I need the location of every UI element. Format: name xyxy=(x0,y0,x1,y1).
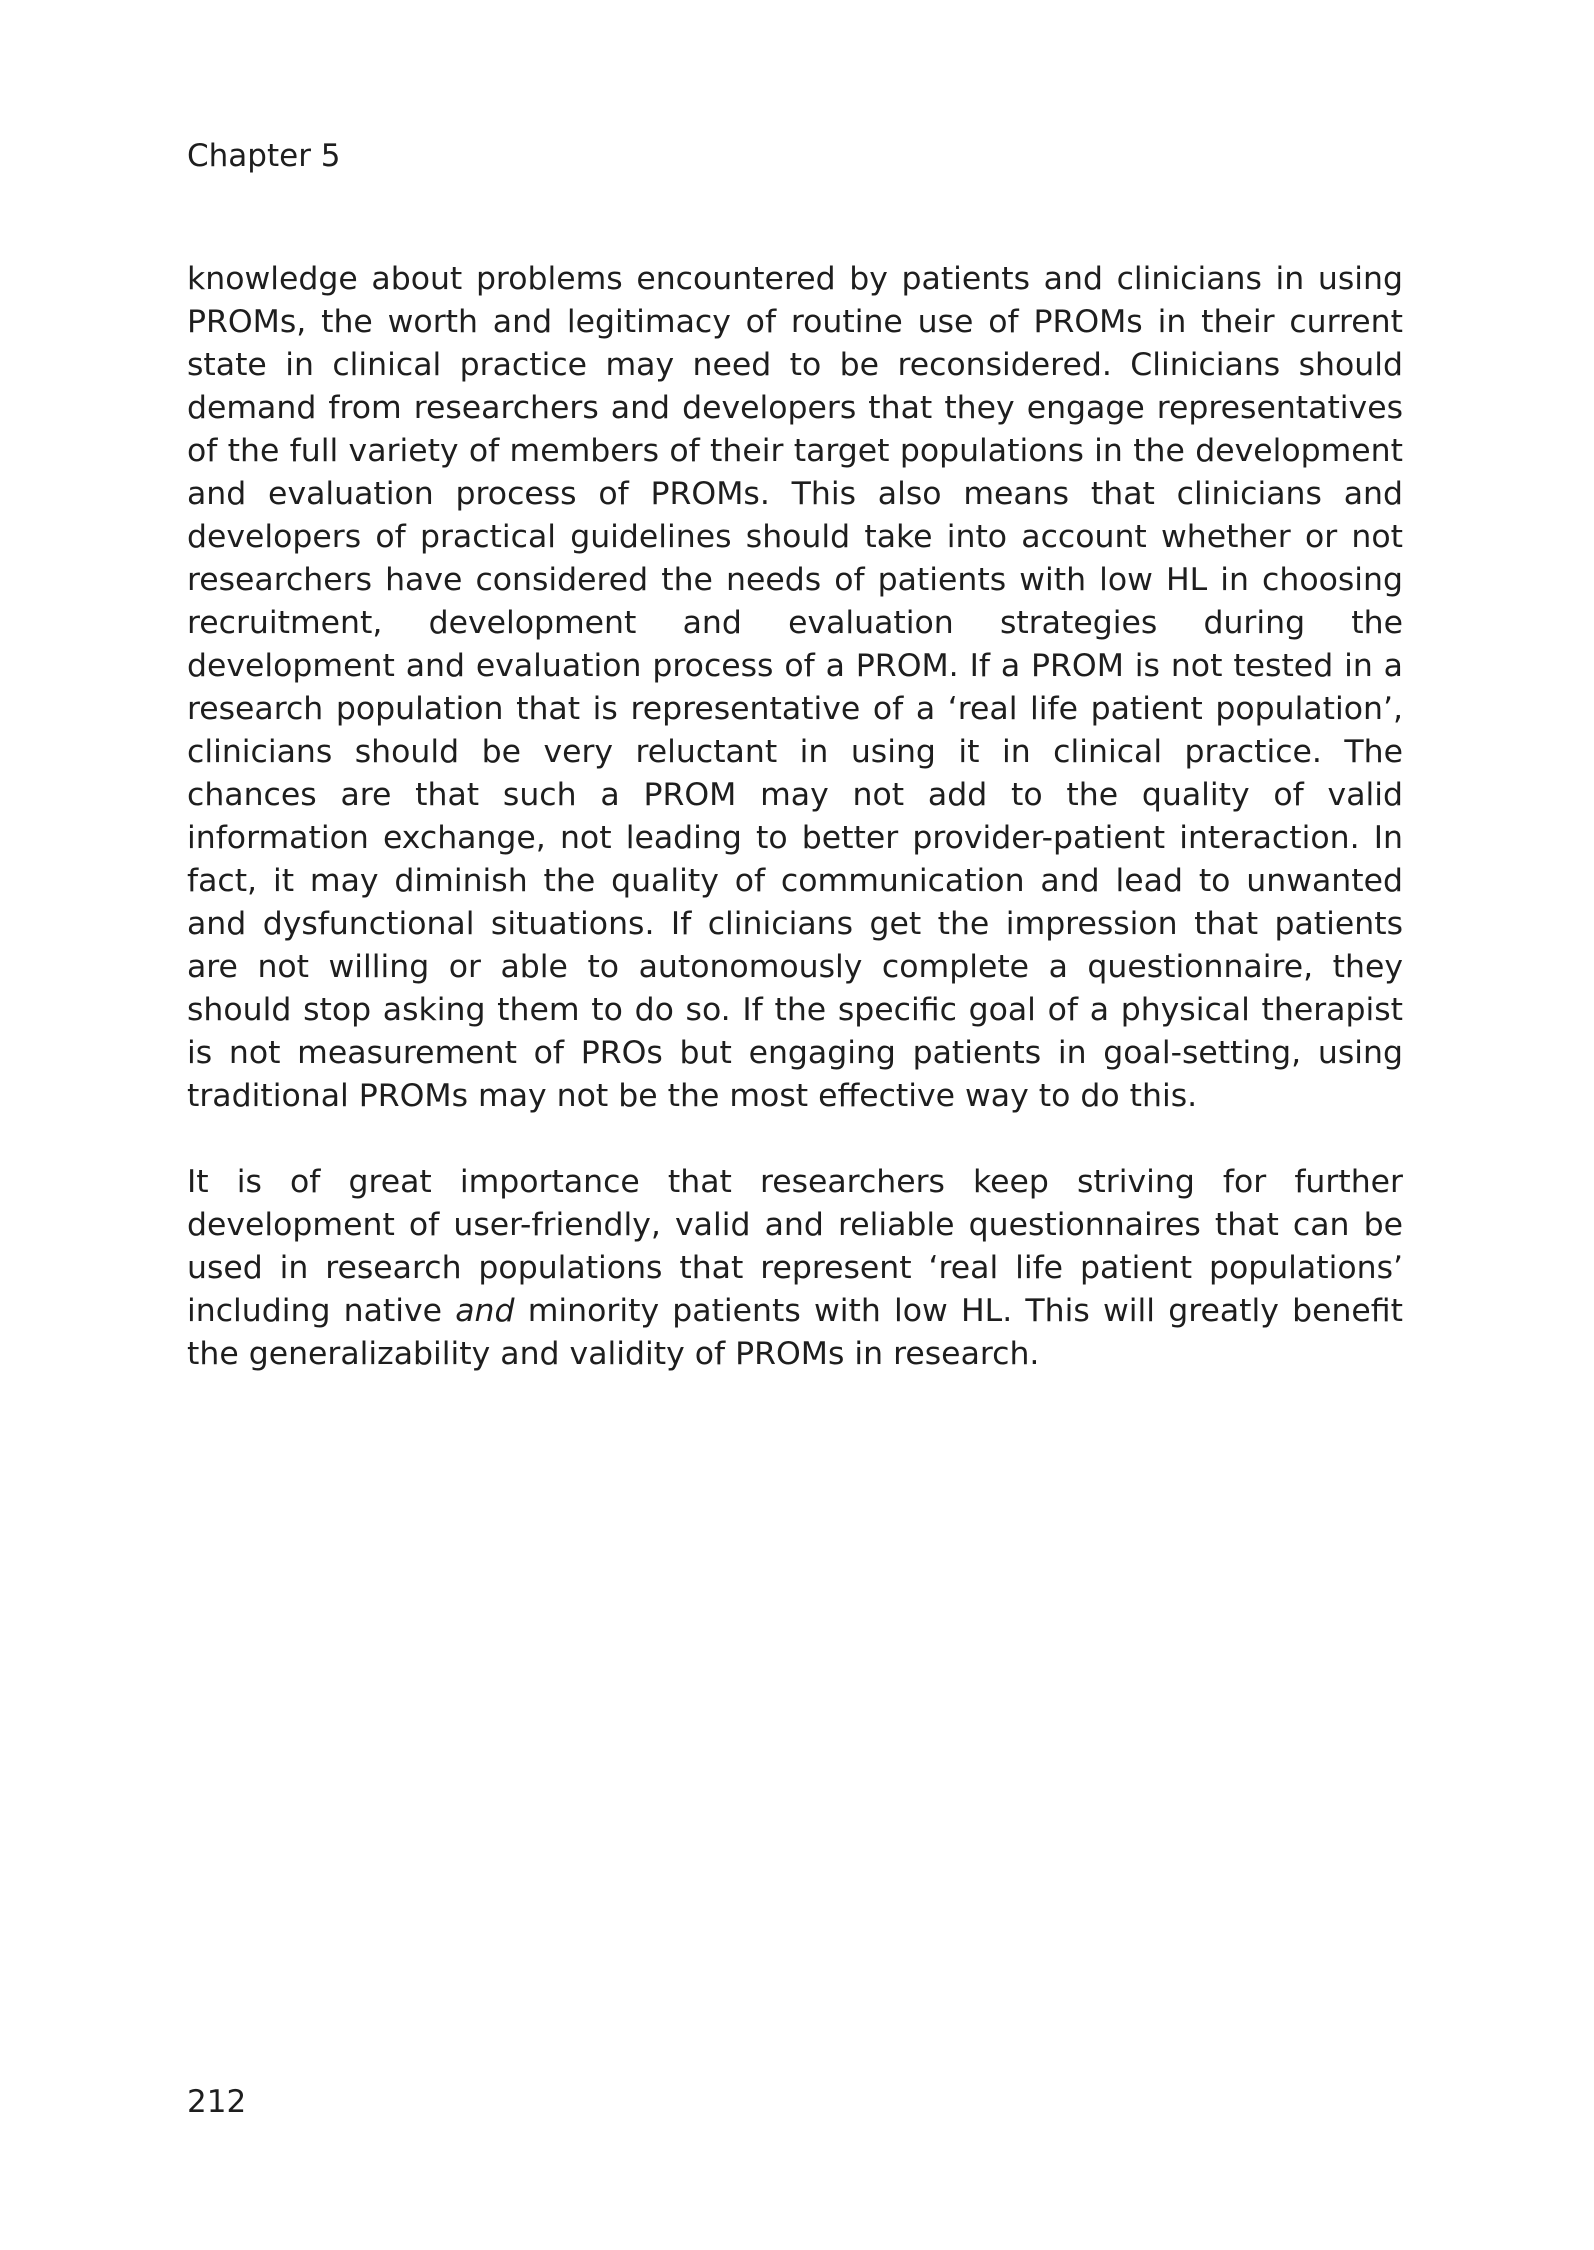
page-number: 212 xyxy=(187,2084,247,2120)
body-text xyxy=(187,258,1403,1376)
paragraph-2-italic-word: and xyxy=(455,1293,515,1329)
paragraph-2 xyxy=(187,1161,1403,1376)
paragraph-1: knowledge about problems encountered by patients and clinicians in using PROMs, the worth and legitimacy of routine use of PROMs in their current state in clinical practice may need to be reconsidered. Clinicians should demand from researchers and developers that they engage representatives of the full variety of members of their target populations in the development and evaluation process of PROMs. This also means that clinicians and developers of practical guidelines should take into account whether or not researchers have considered the needs of patients with low HL in choosing recruitment, development and evaluation strategies during the development and evaluation process of a PROM. If a PROM is not tested in a research population that is representative of a ‘real life patient population’, clinicians should be very reluctant in using it in clinical practice. The chances are that such a PROM may not add to the quality of valid information exchange, not leading to better provider-patient interaction. In fact, it may diminish the quality of communication and lead to unwanted and dysfunctional situations. If clinicians get the impression that patients are not willing or able to autonomously complete a questionnaire, they should stop asking them to do so. If the specific goal of a physical therapist is not measurement of PROs but engaging patients in goal-setting, using traditional PROMs may not be the most effective way to do this. xyxy=(187,261,1403,1114)
running-head: Chapter 5 xyxy=(187,138,341,174)
paragraph-2-text-end: minority patients with low HL. This will greatly benefit the generalizability and validity of PROMs in research. xyxy=(187,1293,1404,1372)
paragraph-2-text-start: It is of great importance that researchers keep striving for further development of user-friendly, valid and reliable questionnaires that can be used in research populations that represent ‘real life patient populations’ including native xyxy=(187,1164,1403,1329)
